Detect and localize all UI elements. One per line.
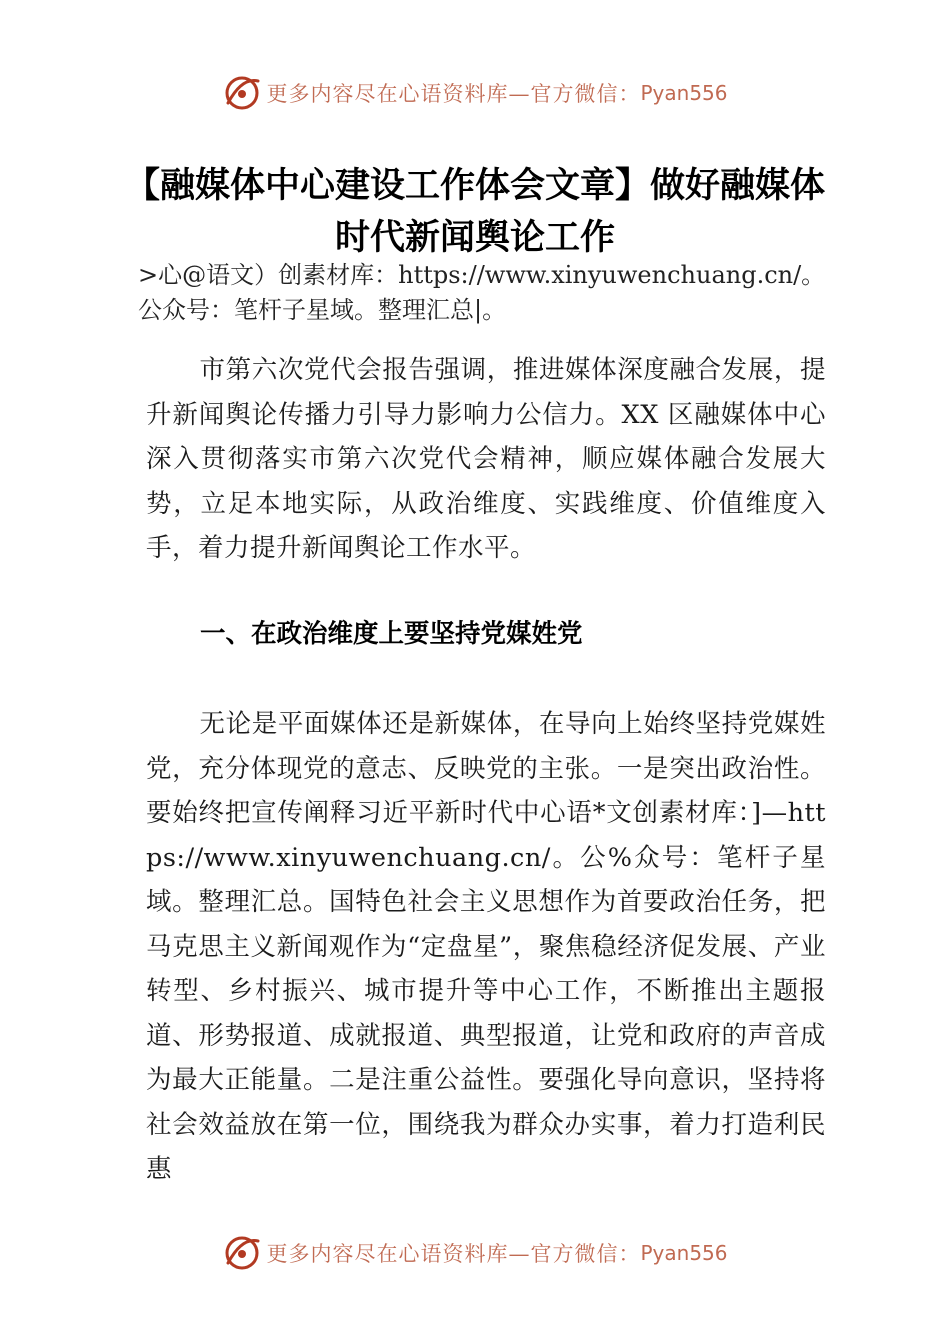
header-banner bbox=[0, 68, 950, 118]
banner-text: 更多内容尽在心语资料库—官方微信： bbox=[266, 82, 641, 106]
banner-wechat-id: Pyan556 bbox=[640, 1241, 728, 1265]
document-title: 【融媒体中心建设工作体会文章】做好融媒体时代新闻舆论工作 bbox=[124, 166, 825, 258]
source-note: >心@语文）创素材库：https://www.xinyuwenchuang.cn/。公众号：笔杆子星域。整理汇总|。 bbox=[138, 261, 826, 324]
banner-text: 更多内容尽在心语资料库—官方微信： bbox=[266, 1242, 641, 1266]
section-paragraph: 无论是平面媒体还是新媒体，在导向上始终坚持党媒姓党，充分体现党的意志、反映党的主张。一是突出政治性。要始终把宣传阐释习近平新时代中心语*文创素材库：]—https://www.xinyuwenchuang.cn/。公%众号：笔杆子星域。整理汇总。国特色社会主义思想作为首要政治任务，把马克思主义新闻观作为“定盘星”，聚焦稳经济促发展、产业转型、乡村振兴、城市提升等中心工作，不断推出主题报道、形势报道、成就报道、典型报道，让党和政府的声音成为最大正能量。二是注重公益性。要强化导向意识，坚持将社会效益放在第一位，围绕我为群众办实事，着力打造利民惠 bbox=[146, 709, 826, 1184]
seal-logo-icon bbox=[222, 73, 262, 113]
banner-wechat-id: Pyan556 bbox=[640, 81, 728, 105]
seal-logo-icon bbox=[222, 1233, 262, 1273]
section-heading: 一、在政治维度上要坚持党媒姓党 bbox=[200, 619, 583, 649]
intro-paragraph: 市第六次党代会报告强调，推进媒体深度融合发展，提升新闻舆论传播力引导力影响力公信力。XX 区融媒体中心深入贯彻落实市第六次党代会精神，顺应媒体融合发展大势，立足本地实际，从政治维度、实践维度、价值维度入手，着力提升新闻舆论工作水平。 bbox=[146, 355, 826, 563]
footer-banner bbox=[0, 1228, 950, 1278]
